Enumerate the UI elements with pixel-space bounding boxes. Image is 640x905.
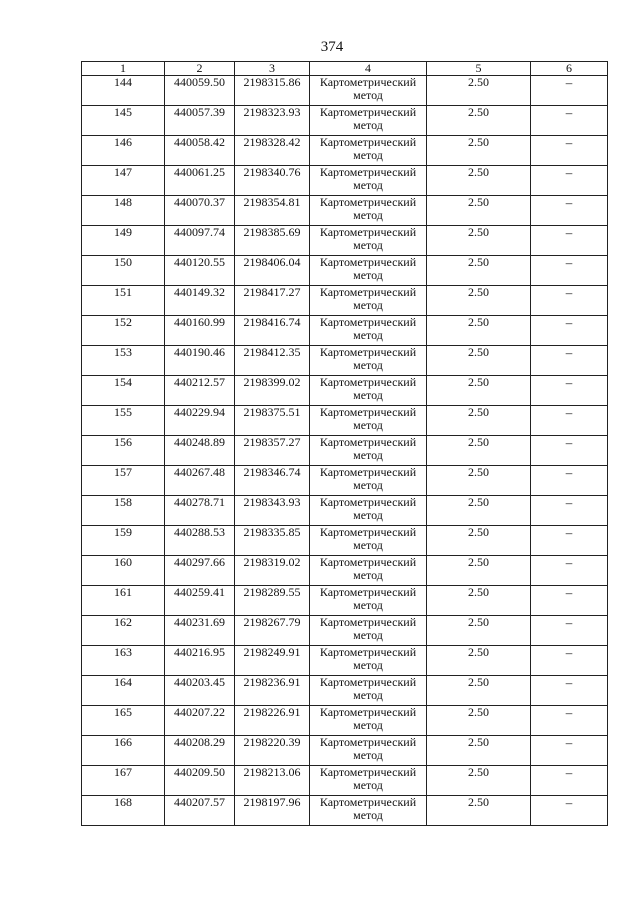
point-number-cell: 159 <box>82 526 165 556</box>
x-coordinate-cell: 440058.42 <box>165 136 235 166</box>
description-cell: – <box>531 286 608 316</box>
method-cell: Картометрический метод <box>310 136 427 166</box>
point-number-cell: 164 <box>82 676 165 706</box>
table-row <box>82 196 608 226</box>
y-coordinate-cell: 2198417.27 <box>235 286 310 316</box>
x-coordinate-cell: 440209.50 <box>165 766 235 796</box>
accuracy-cell: 2.50 <box>427 766 531 796</box>
table-row <box>82 706 608 736</box>
table-row <box>82 406 608 436</box>
table-row <box>82 736 608 766</box>
x-coordinate-cell: 440248.89 <box>165 436 235 466</box>
description-cell: – <box>531 796 608 826</box>
table-row <box>82 646 608 676</box>
accuracy-cell: 2.50 <box>427 646 531 676</box>
method-cell: Картометрический метод <box>310 766 427 796</box>
method-cell: Картометрический метод <box>310 466 427 496</box>
y-coordinate-cell: 2198197.96 <box>235 796 310 826</box>
accuracy-cell: 2.50 <box>427 136 531 166</box>
method-cell: Картометрический метод <box>310 736 427 766</box>
table-header <box>82 62 608 76</box>
description-cell: – <box>531 526 608 556</box>
description-cell: – <box>531 406 608 436</box>
x-coordinate-cell: 440288.53 <box>165 526 235 556</box>
y-coordinate-cell: 2198319.02 <box>235 556 310 586</box>
table-row <box>82 436 608 466</box>
table-row <box>82 136 608 166</box>
table-row <box>82 676 608 706</box>
accuracy-cell: 2.50 <box>427 286 531 316</box>
point-number-cell: 156 <box>82 436 165 466</box>
table-body <box>82 76 608 826</box>
method-cell: Картометрический метод <box>310 256 427 286</box>
method-cell: Картометрический метод <box>310 796 427 826</box>
description-cell: – <box>531 166 608 196</box>
column-header: 1 <box>82 62 165 76</box>
accuracy-cell: 2.50 <box>427 406 531 436</box>
x-coordinate-cell: 440207.57 <box>165 796 235 826</box>
y-coordinate-cell: 2198343.93 <box>235 496 310 526</box>
point-number-cell: 152 <box>82 316 165 346</box>
column-header: 2 <box>165 62 235 76</box>
accuracy-cell: 2.50 <box>427 166 531 196</box>
x-coordinate-cell: 440149.32 <box>165 286 235 316</box>
accuracy-cell: 2.50 <box>427 226 531 256</box>
x-coordinate-cell: 440059.50 <box>165 76 235 106</box>
y-coordinate-cell: 2198328.42 <box>235 136 310 166</box>
accuracy-cell: 2.50 <box>427 346 531 376</box>
description-cell: – <box>531 136 608 166</box>
coordinates-table <box>81 61 608 826</box>
accuracy-cell: 2.50 <box>427 256 531 286</box>
description-cell: – <box>531 676 608 706</box>
description-cell: – <box>531 466 608 496</box>
y-coordinate-cell: 2198220.39 <box>235 736 310 766</box>
table-row <box>82 376 608 406</box>
description-cell: – <box>531 346 608 376</box>
table-row <box>82 166 608 196</box>
accuracy-cell: 2.50 <box>427 676 531 706</box>
method-cell: Картометрический метод <box>310 226 427 256</box>
method-cell: Картометрический метод <box>310 646 427 676</box>
x-coordinate-cell: 440061.25 <box>165 166 235 196</box>
y-coordinate-cell: 2198335.85 <box>235 526 310 556</box>
method-cell: Картометрический метод <box>310 76 427 106</box>
y-coordinate-cell: 2198354.81 <box>235 196 310 226</box>
point-number-cell: 165 <box>82 706 165 736</box>
description-cell: – <box>531 316 608 346</box>
point-number-cell: 158 <box>82 496 165 526</box>
method-cell: Картометрический метод <box>310 556 427 586</box>
point-number-cell: 153 <box>82 346 165 376</box>
method-cell: Картометрический метод <box>310 346 427 376</box>
x-coordinate-cell: 440267.48 <box>165 466 235 496</box>
table-row <box>82 616 608 646</box>
accuracy-cell: 2.50 <box>427 196 531 226</box>
table-row <box>82 76 608 106</box>
x-coordinate-cell: 440203.45 <box>165 676 235 706</box>
table-row <box>82 346 608 376</box>
accuracy-cell: 2.50 <box>427 616 531 646</box>
accuracy-cell: 2.50 <box>427 706 531 736</box>
description-cell: – <box>531 736 608 766</box>
table-row <box>82 766 608 796</box>
description-cell: – <box>531 646 608 676</box>
y-coordinate-cell: 2198399.02 <box>235 376 310 406</box>
x-coordinate-cell: 440070.37 <box>165 196 235 226</box>
accuracy-cell: 2.50 <box>427 436 531 466</box>
accuracy-cell: 2.50 <box>427 316 531 346</box>
y-coordinate-cell: 2198385.69 <box>235 226 310 256</box>
x-coordinate-cell: 440207.22 <box>165 706 235 736</box>
y-coordinate-cell: 2198406.04 <box>235 256 310 286</box>
point-number-cell: 151 <box>82 286 165 316</box>
x-coordinate-cell: 440160.99 <box>165 316 235 346</box>
x-coordinate-cell: 440212.57 <box>165 376 235 406</box>
point-number-cell: 155 <box>82 406 165 436</box>
x-coordinate-cell: 440278.71 <box>165 496 235 526</box>
method-cell: Картометрический метод <box>310 676 427 706</box>
description-cell: – <box>531 586 608 616</box>
point-number-cell: 146 <box>82 136 165 166</box>
method-cell: Картометрический метод <box>310 586 427 616</box>
point-number-cell: 160 <box>82 556 165 586</box>
point-number-cell: 168 <box>82 796 165 826</box>
method-cell: Картометрический метод <box>310 166 427 196</box>
method-cell: Картометрический метод <box>310 286 427 316</box>
accuracy-cell: 2.50 <box>427 106 531 136</box>
description-cell: – <box>531 196 608 226</box>
table-row <box>82 526 608 556</box>
method-cell: Картометрический метод <box>310 496 427 526</box>
y-coordinate-cell: 2198416.74 <box>235 316 310 346</box>
method-cell: Картометрический метод <box>310 196 427 226</box>
point-number-cell: 166 <box>82 736 165 766</box>
accuracy-cell: 2.50 <box>427 736 531 766</box>
accuracy-cell: 2.50 <box>427 586 531 616</box>
method-cell: Картометрический метод <box>310 436 427 466</box>
x-coordinate-cell: 440120.55 <box>165 256 235 286</box>
x-coordinate-cell: 440216.95 <box>165 646 235 676</box>
point-number-cell: 145 <box>82 106 165 136</box>
point-number-cell: 150 <box>82 256 165 286</box>
y-coordinate-cell: 2198213.06 <box>235 766 310 796</box>
description-cell: – <box>531 76 608 106</box>
y-coordinate-cell: 2198249.91 <box>235 646 310 676</box>
y-coordinate-cell: 2198340.76 <box>235 166 310 196</box>
table-row <box>82 106 608 136</box>
column-header: 4 <box>310 62 427 76</box>
y-coordinate-cell: 2198412.35 <box>235 346 310 376</box>
description-cell: – <box>531 106 608 136</box>
x-coordinate-cell: 440208.29 <box>165 736 235 766</box>
y-coordinate-cell: 2198267.79 <box>235 616 310 646</box>
y-coordinate-cell: 2198375.51 <box>235 406 310 436</box>
method-cell: Картометрический метод <box>310 316 427 346</box>
table-row <box>82 286 608 316</box>
point-number-cell: 161 <box>82 586 165 616</box>
page-number: 374 <box>320 39 344 55</box>
y-coordinate-cell: 2198226.91 <box>235 706 310 736</box>
table-row <box>82 466 608 496</box>
method-cell: Картометрический метод <box>310 616 427 646</box>
point-number-cell: 154 <box>82 376 165 406</box>
description-cell: – <box>531 436 608 466</box>
y-coordinate-cell: 2198323.93 <box>235 106 310 136</box>
table-row <box>82 316 608 346</box>
table-row <box>82 556 608 586</box>
y-coordinate-cell: 2198236.91 <box>235 676 310 706</box>
y-coordinate-cell: 2198289.55 <box>235 586 310 616</box>
point-number-cell: 148 <box>82 196 165 226</box>
description-cell: – <box>531 496 608 526</box>
table-row <box>82 496 608 526</box>
description-cell: – <box>531 226 608 256</box>
y-coordinate-cell: 2198315.86 <box>235 76 310 106</box>
table-row <box>82 796 608 826</box>
accuracy-cell: 2.50 <box>427 556 531 586</box>
table-row <box>82 256 608 286</box>
point-number-cell: 167 <box>82 766 165 796</box>
accuracy-cell: 2.50 <box>427 376 531 406</box>
column-header: 3 <box>235 62 310 76</box>
y-coordinate-cell: 2198357.27 <box>235 436 310 466</box>
method-cell: Картометрический метод <box>310 706 427 736</box>
description-cell: – <box>531 766 608 796</box>
description-cell: – <box>531 376 608 406</box>
point-number-cell: 163 <box>82 646 165 676</box>
description-cell: – <box>531 616 608 646</box>
description-cell: – <box>531 706 608 736</box>
point-number-cell: 144 <box>82 76 165 106</box>
method-cell: Картометрический метод <box>310 106 427 136</box>
accuracy-cell: 2.50 <box>427 526 531 556</box>
description-cell: – <box>531 256 608 286</box>
x-coordinate-cell: 440097.74 <box>165 226 235 256</box>
x-coordinate-cell: 440231.69 <box>165 616 235 646</box>
point-number-cell: 162 <box>82 616 165 646</box>
header-row <box>82 62 608 76</box>
method-cell: Картометрический метод <box>310 376 427 406</box>
accuracy-cell: 2.50 <box>427 76 531 106</box>
description-cell: – <box>531 556 608 586</box>
table-row <box>82 226 608 256</box>
x-coordinate-cell: 440229.94 <box>165 406 235 436</box>
method-cell: Картометрический метод <box>310 526 427 556</box>
column-header: 5 <box>427 62 531 76</box>
point-number-cell: 149 <box>82 226 165 256</box>
x-coordinate-cell: 440057.39 <box>165 106 235 136</box>
y-coordinate-cell: 2198346.74 <box>235 466 310 496</box>
column-header: 6 <box>531 62 608 76</box>
x-coordinate-cell: 440190.46 <box>165 346 235 376</box>
point-number-cell: 147 <box>82 166 165 196</box>
accuracy-cell: 2.50 <box>427 496 531 526</box>
accuracy-cell: 2.50 <box>427 796 531 826</box>
x-coordinate-cell: 440259.41 <box>165 586 235 616</box>
point-number-cell: 157 <box>82 466 165 496</box>
method-cell: Картометрический метод <box>310 406 427 436</box>
table-row <box>82 586 608 616</box>
accuracy-cell: 2.50 <box>427 466 531 496</box>
x-coordinate-cell: 440297.66 <box>165 556 235 586</box>
